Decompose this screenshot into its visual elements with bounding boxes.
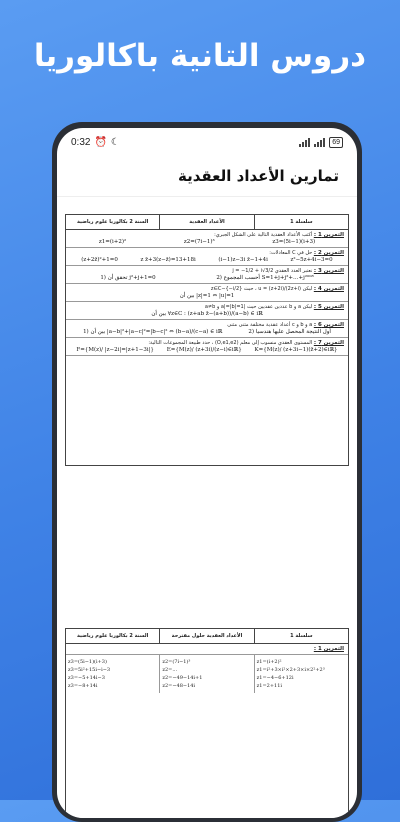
solution-column	[254, 655, 348, 693]
solution-line: z2=−49−14i+1	[162, 675, 203, 681]
formula-row	[70, 329, 344, 335]
formula: z1=(i+2)²	[98, 239, 127, 245]
solution-line: z1=i²+3×i²×2+3×i×2²+2³	[256, 667, 325, 673]
formula: 2) أول النتيجة المحصل عليها هندسيا	[248, 329, 331, 335]
exercise-text: المستوى العقدي منسوب إلى معلم (O,e1,e2) ، حدد طبيعة المجموعات التالية:	[148, 340, 313, 346]
exercise-block	[66, 266, 348, 284]
signal-icon-2	[314, 138, 325, 147]
solutions-subject: الأعداد العقدية حلول مقترحة	[159, 629, 253, 643]
solution-line: z2=−48−14i	[162, 683, 196, 689]
solution-column	[66, 655, 159, 693]
solutions-sheet[interactable]	[65, 628, 349, 818]
promo-headline: دروس التانية باكالوريا	[33, 38, 367, 74]
formula: z3=(5i−1)(i+3)	[272, 239, 316, 245]
exercise-block	[66, 338, 348, 356]
exercise-block	[66, 230, 348, 248]
exercise-sheet[interactable]	[65, 214, 349, 466]
exercise-label: التمرين 1 :	[313, 232, 344, 238]
formula-row	[70, 275, 344, 281]
formula: 2) أحسب المجموع S=1+j+j²+…+j²⁰⁰⁸	[216, 275, 314, 281]
formula: (z+2z̄)²+1=0	[81, 257, 118, 263]
exercise-block	[66, 248, 348, 266]
sheet-level: السنة 2 بكالوريا علوم رياضية	[77, 219, 149, 225]
formula-row	[70, 239, 344, 245]
solution-line: z3=−8+14i	[68, 683, 98, 689]
solution-line: z1=−4−6+12i	[256, 675, 294, 681]
solution-grid	[66, 655, 348, 693]
formula: 1) بين أن |a−b|²+|a−c|²=|b−c|² ⇔ (b−a)/(c−a) ∈ iℝ	[83, 329, 223, 335]
exercise-label: التمرين 5 :	[313, 304, 344, 310]
sheet-subject: الأعداد العقدية	[159, 215, 253, 229]
phone-screen	[57, 128, 357, 818]
solution-line: z1=2+11i	[256, 683, 282, 689]
formula: F={M(z)/ |z−2i|=|z+1−3i|}	[76, 347, 154, 353]
exercise-label: التمرين 2 :	[313, 250, 344, 256]
solution-line: z2=(7i−1)³	[162, 659, 191, 665]
signal-icon	[299, 138, 310, 147]
sheet-header	[66, 215, 348, 230]
formula: (i−1)z−3i z̄−1+4i	[218, 257, 268, 263]
solution-line: z1=(i+2)²	[256, 659, 282, 665]
exercise-block	[66, 320, 348, 338]
exercise-text: ليكن a و b عددين عقديين حيث |a|=|b|=1 و a≠b	[204, 304, 313, 310]
solutions-level: السنة 2 بكالوريا علوم رياضية	[77, 633, 149, 639]
formula-row	[70, 311, 344, 317]
app-bar	[57, 156, 357, 197]
exercise-label: التمرين 6 :	[313, 322, 344, 328]
page-title: تمارين الأعداد العقدية	[177, 167, 339, 185]
formula: z2=(7i−1)³	[183, 239, 215, 245]
solution-line: z2=...	[162, 667, 178, 673]
formula: z²−5z+4i−3=0	[290, 257, 333, 263]
solution-exercise	[66, 644, 348, 655]
alarm-icon: ⏰	[94, 136, 107, 148]
sheet-series: سلسلة 1	[254, 215, 348, 229]
solution-label: التمرين 1 :	[313, 646, 344, 652]
solutions-header	[66, 629, 348, 644]
solutions-series: سلسلة 1	[254, 629, 348, 643]
formula: E={M(z)/ (z+3i)/(z−i)∈iℝ}	[166, 347, 242, 353]
exercise-text: a و b و c أعداد عقدية مختلفة مثنى مثنى	[227, 322, 313, 328]
moon-icon: ☾	[110, 136, 120, 148]
formula-row	[70, 257, 344, 263]
exercise-label: التمرين 7 :	[313, 340, 344, 346]
formula-row	[70, 293, 344, 299]
solution-column	[159, 655, 253, 693]
formula-row	[70, 347, 344, 353]
exercise-text: أكتب الأعداد العقدية التالية على الشكل الجبري:	[214, 232, 313, 238]
phone-frame	[52, 122, 362, 822]
status-bar	[57, 128, 357, 156]
formula: z z̄+3(z−z̄)=13+18i	[140, 257, 196, 263]
clock: 0:32	[71, 136, 91, 148]
battery-icon: 69	[329, 137, 343, 148]
formula: بين أن |z|=1 ⇔ |u|=1	[179, 293, 235, 299]
solution-line: z3=5i²+15i−i−3	[68, 667, 111, 673]
exercise-block	[66, 302, 348, 320]
formula: بين أن ∀z∈C : (z+ab z̄−(a+b))/(a−b) ∈ iℝ	[151, 311, 263, 317]
exercise-list	[66, 230, 348, 356]
formula: K={M(z)/ (z+3i−1)(z̄+2)∈iℝ}	[254, 347, 338, 353]
exercise-block	[66, 284, 348, 302]
exercise-text: حل في C المعادلات:	[269, 250, 313, 256]
exercise-label: التمرين 4 :	[313, 286, 344, 292]
solution-line: z3=(5i−1)(i+3)	[68, 659, 107, 665]
solution-line: z3=−5+14i−3	[68, 675, 105, 681]
exercise-text: نعتبر العدد العقدي j = −1/2 + i√3/2	[232, 268, 313, 274]
exercise-text: ليكن u = (z+2i)/(2z+i) ، حيث z∈C−{−i/2}	[210, 286, 313, 292]
formula: 1) تحقق أن j²+j+1=0	[100, 275, 156, 281]
exercise-label: التمرين 3 :	[313, 268, 344, 274]
